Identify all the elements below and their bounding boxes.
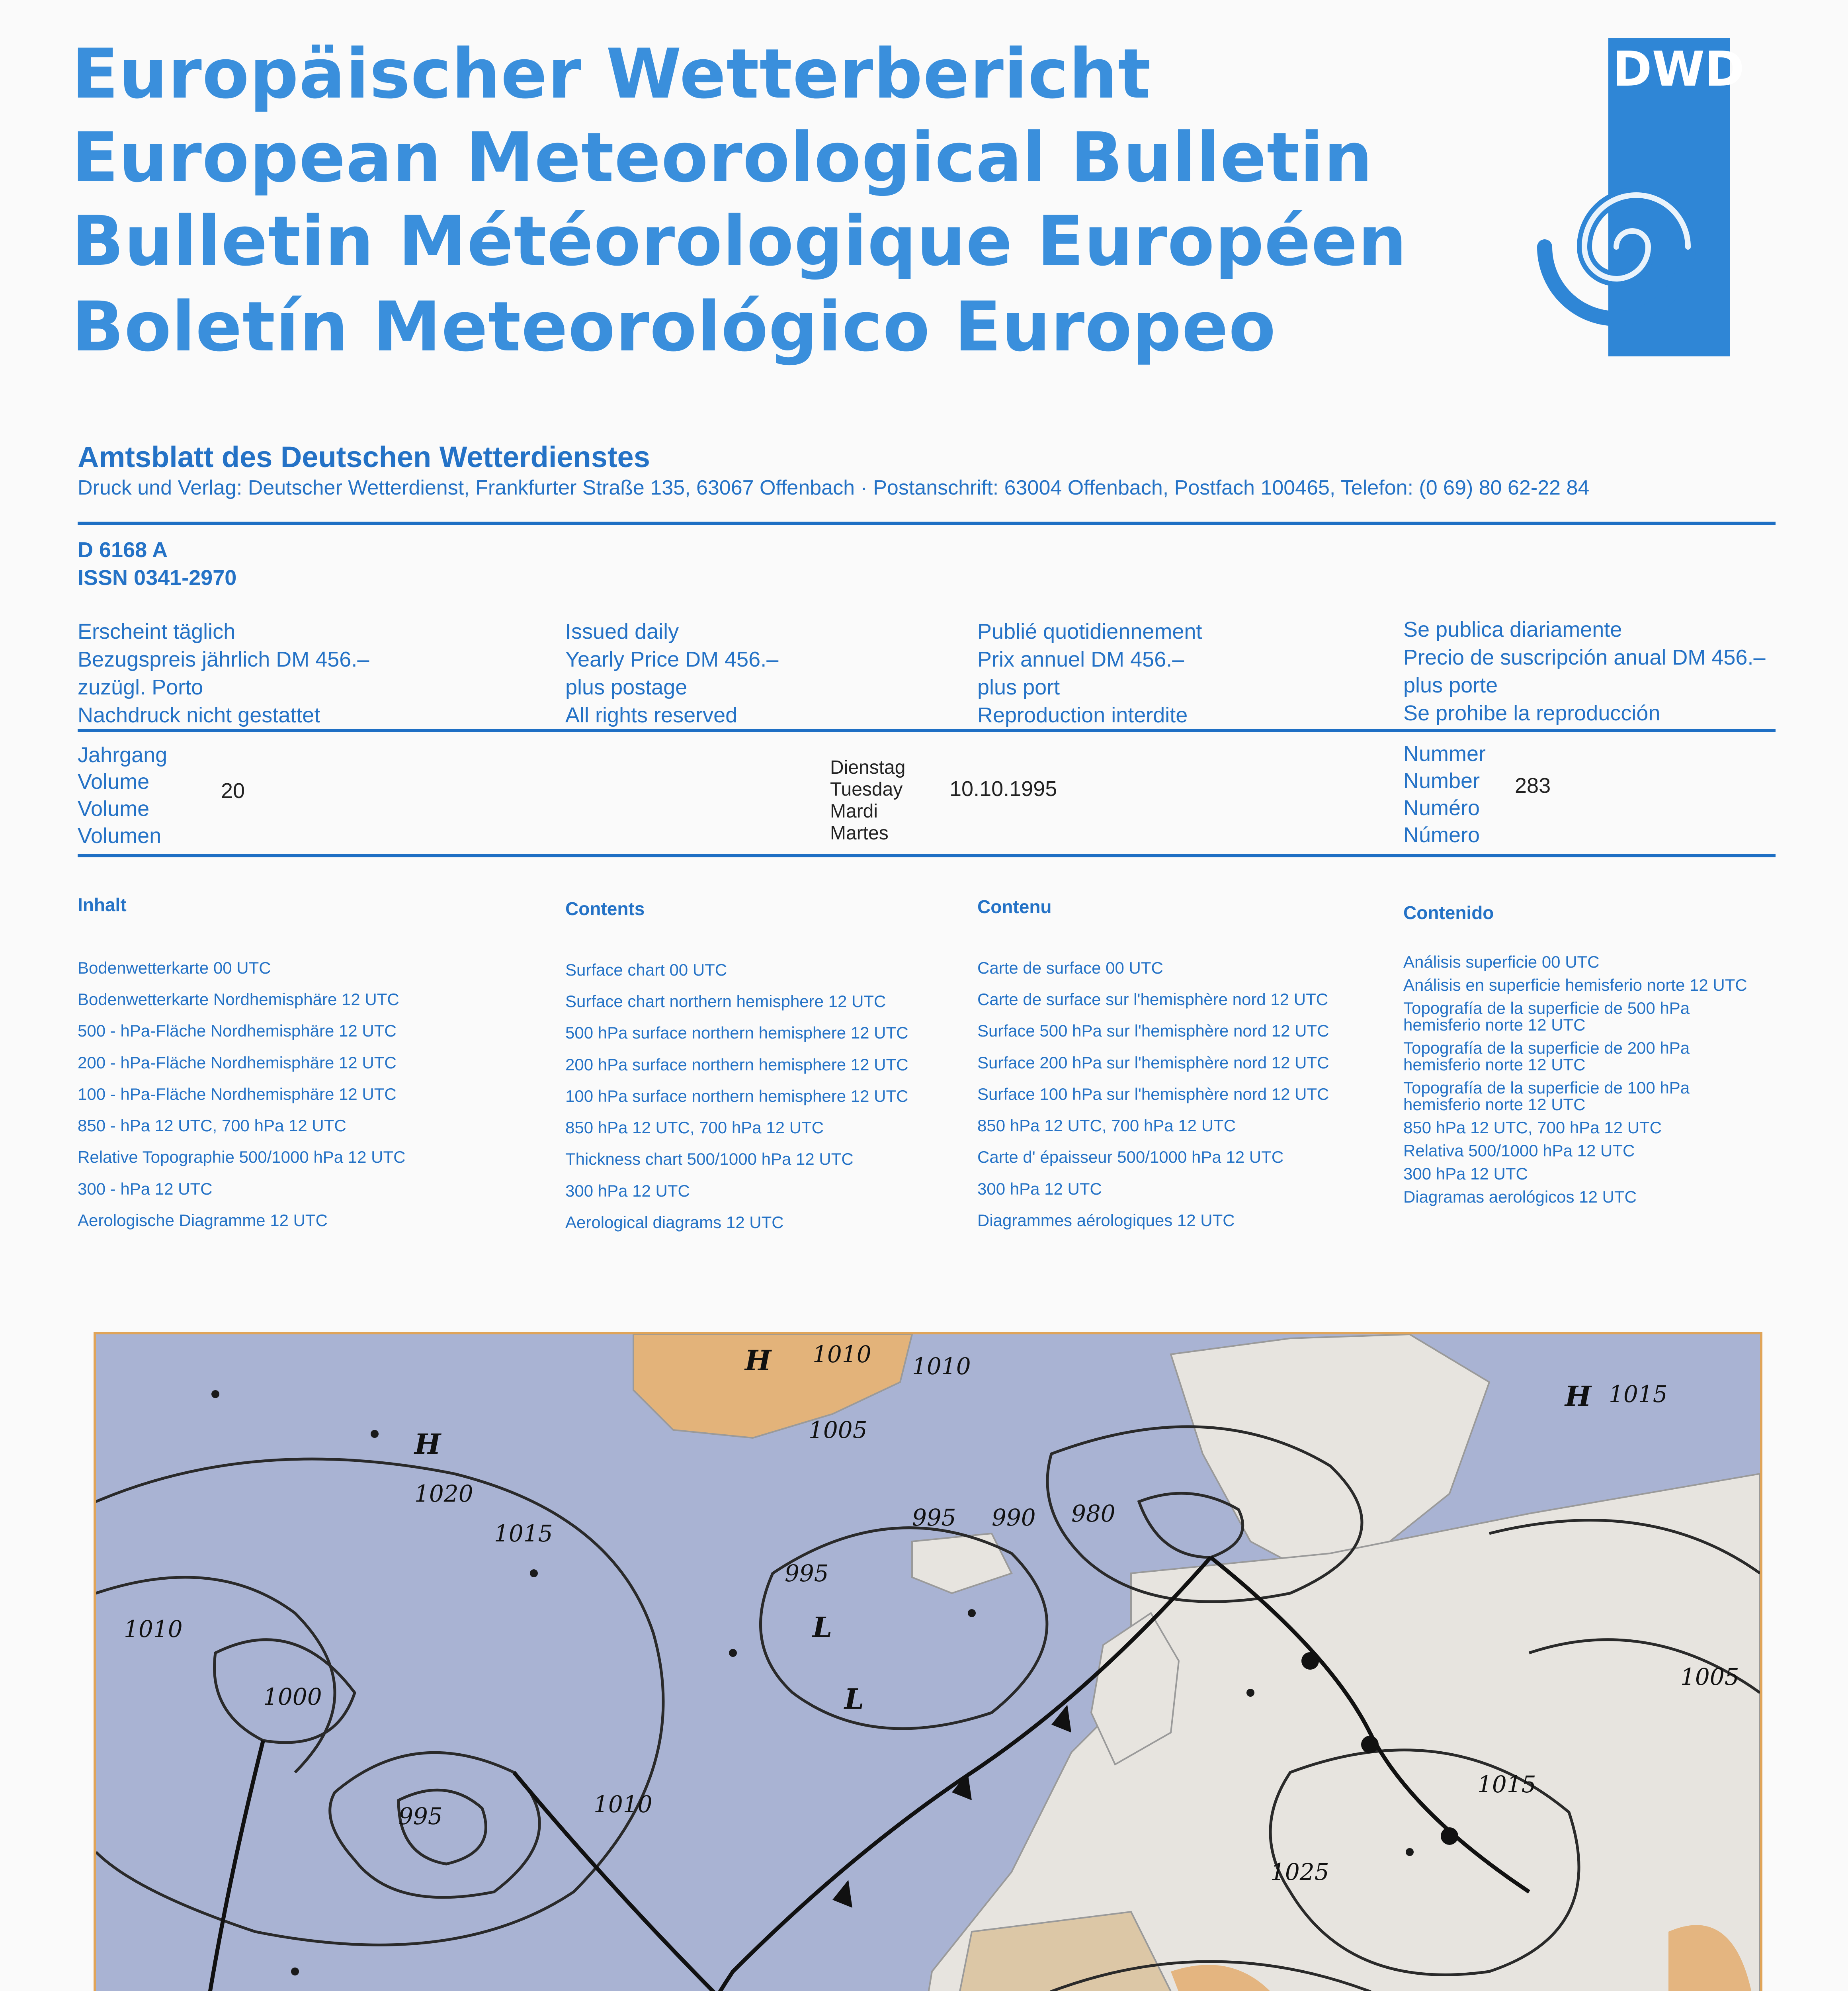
contents-de-item: Bodenwetterkarte Nordhemisphäre 12 UTC [78, 990, 399, 1009]
contents-en-item: 850 hPa 12 UTC, 700 hPa 12 UTC [565, 1118, 824, 1137]
low-pressure-centre: L [844, 1682, 864, 1715]
land-areas [633, 1334, 1760, 1991]
sub-fr-4: Reproduction interdite [977, 703, 1188, 727]
contents-fr-item: Surface 500 hPa sur l'hemisphère nord 12 UTC [977, 1021, 1329, 1040]
contents-fr-item: Carte d' épaisseur 500/1000 hPa 12 UTC [977, 1148, 1284, 1167]
contents-fr-item: 850 hPa 12 UTC, 700 hPa 12 UTC [977, 1116, 1236, 1135]
sub-fr-1: Publié quotidiennement [977, 620, 1202, 643]
sub-fr-2: Prix annuel DM 456.– [977, 647, 1184, 671]
number-value: 283 [1515, 774, 1551, 798]
europe-land [653, 1474, 1760, 1991]
volume-label-3: Volume [78, 797, 150, 821]
isobar-value: 1010 [594, 1791, 652, 1818]
sub-fr-3: plus port [977, 675, 1060, 699]
warm-front-semicircle [1301, 1652, 1319, 1670]
contents-fr-item: 300 hPa 12 UTC [977, 1179, 1102, 1198]
station-dot [530, 1569, 538, 1577]
publisher-address: Druck und Verlag: Deutscher Wetterdienst, Frankfurter Straße 135, 63067 Offenbach · Postanschrift: 63004 Offenbach, Postfach 100465, Telefon: (0 69) 80 62-22 84 [78, 476, 1590, 499]
sub-es-4: Se prohibe la reproducción [1403, 701, 1660, 725]
contents-es-item: Topografía de la superficie de 200 hPa hemisferio norte 12 UTC [1403, 1039, 1690, 1074]
warm-front-semicircle [1441, 1827, 1458, 1845]
isobar-value: 995 [399, 1803, 443, 1830]
high-pressure-centre: H [414, 1428, 441, 1461]
divider [78, 522, 1776, 525]
isobar-value: 995 [785, 1560, 829, 1587]
code-id: D 6168 A [78, 538, 168, 562]
contents-en-item: 500 hPa surface northern hemisphere 12 UTC [565, 1023, 908, 1042]
weather-map-graphic [96, 1334, 1760, 1991]
sub-es-1: Se publica diariamente [1403, 618, 1622, 642]
day-label-1: Dienstag [830, 757, 906, 778]
contents-es-item: Relativa 500/1000 hPa 12 UTC [1403, 1141, 1635, 1160]
number-label-1: Nummer [1403, 742, 1486, 766]
contents-es-item: Análisis en superficie hemisferio norte 12 UTC [1403, 976, 1747, 994]
contents-de-heading: Inhalt [78, 894, 127, 915]
issn: ISSN 0341-2970 [78, 566, 237, 590]
issue-date: 10.10.1995 [949, 777, 1057, 801]
sub-en-3: plus postage [565, 675, 688, 699]
title-de: Europäischer Wetterbericht [72, 34, 1151, 114]
number-label-3: Numéro [1403, 796, 1480, 820]
dwd-spiral-logo-icon [1521, 131, 1744, 362]
contents-en-item: Surface chart northern hemisphere 12 UTC [565, 992, 886, 1011]
station-dot [1406, 1848, 1414, 1856]
isobar-value: 1010 [124, 1615, 183, 1643]
sub-de-4: Nachdruck nicht gestattet [78, 703, 320, 727]
volume-label-2: Volume [78, 770, 150, 794]
contents-fr-item: Surface 100 hPa sur l'hemisphère nord 12 UTC [977, 1084, 1329, 1103]
contents-en-item: Thickness chart 500/1000 hPa 12 UTC [565, 1150, 854, 1169]
station-dot [1246, 1689, 1254, 1697]
sub-de-1: Erscheint täglich [78, 620, 236, 643]
contents-en-item: Surface chart 00 UTC [565, 960, 727, 979]
contents-en-item: 200 hPa surface northern hemisphere 12 UTC [565, 1055, 908, 1074]
contents-fr-item: Surface 200 hPa sur l'hemisphère nord 12 UTC [977, 1053, 1329, 1072]
station-dot [211, 1390, 219, 1398]
isobar-value: 990 [992, 1504, 1036, 1531]
contents-es-item: Topografía de la superficie de 500 hPa hemisferio norte 12 UTC [1403, 999, 1690, 1034]
surface-weather-map [94, 1332, 1762, 1991]
contents-de-item: 850 - hPa 12 UTC, 700 hPa 12 UTC [78, 1116, 346, 1135]
title-fr: Bulletin Météorologique Européen [72, 201, 1407, 281]
title-en: European Meteorological Bulletin [72, 117, 1373, 198]
sub-es-3: plus porte [1403, 673, 1498, 697]
contents-es-list [1403, 954, 1762, 1205]
isobar-value: 1000 [263, 1683, 322, 1710]
divider [78, 729, 1776, 732]
sub-en-4: All rights reserved [565, 703, 738, 727]
contents-en-item: 100 hPa surface northern hemisphere 12 UTC [565, 1086, 908, 1105]
isobar-value: 1015 [1477, 1771, 1536, 1798]
dwd-logo-text: DWD [1612, 42, 1744, 97]
contents-de-item: 200 - hPa-Fläche Nordhemisphäre 12 UTC [78, 1053, 397, 1072]
contents-en-item: 300 hPa 12 UTC [565, 1181, 690, 1200]
station-dot [371, 1430, 379, 1438]
cold-front-triangle [832, 1880, 852, 1908]
contents-de-item: 300 - hPa 12 UTC [78, 1179, 213, 1198]
isobar-value: 1015 [1609, 1381, 1668, 1408]
volume-label-4: Volumen [78, 824, 162, 848]
sub-de-2: Bezugspreis jährlich DM 456.– [78, 647, 369, 671]
side-note [12, 1923, 30, 1991]
station-dot [729, 1649, 737, 1657]
iceland-land [912, 1533, 1012, 1593]
station-dot [291, 1968, 299, 1975]
warm-front-semicircle [1361, 1736, 1379, 1753]
contents-de-list [78, 958, 405, 1230]
contents-de-item: 500 - hPa-Fläche Nordhemisphäre 12 UTC [78, 1021, 397, 1040]
contents-en-item: Aerological diagrams 12 UTC [565, 1213, 784, 1232]
number-label-2: Number [1403, 769, 1480, 793]
number-label-4: Número [1403, 823, 1480, 847]
volume-label-1: Jahrgang [78, 743, 168, 767]
contents-fr-item: Diagrammes aérologiques 12 UTC [977, 1211, 1235, 1230]
isobar-line [1139, 1493, 1243, 1557]
station-dot [968, 1609, 976, 1617]
contents-fr-item: Carte de surface 00 UTC [977, 958, 1163, 977]
isobar-value: 995 [912, 1504, 956, 1531]
isobar-value: 1005 [1680, 1663, 1739, 1690]
contents-es-item: Topografía de la superficie de 100 hPa hemisferio norte 12 UTC [1403, 1078, 1690, 1114]
contents-es-item: Análisis superficie 00 UTC [1403, 952, 1600, 971]
day-label-2: Tuesday [830, 779, 903, 800]
isobar-value: 1010 [813, 1341, 871, 1368]
contents-de-item: Bodenwetterkarte 00 UTC [78, 958, 271, 977]
publisher-heading: Amtsblatt des Deutschen Wetterdienstes [78, 440, 650, 473]
sub-en-2: Yearly Price DM 456.– [565, 647, 779, 671]
volume-value: 20 [221, 779, 245, 803]
high-pressure-centre: H [745, 1344, 772, 1377]
divider [78, 854, 1776, 857]
contents-es-item: Diagramas aerológicos 12 UTC [1403, 1187, 1637, 1206]
contents-es-item: 300 hPa 12 UTC [1403, 1164, 1528, 1183]
contents-de-item: Aerologische Diagramme 12 UTC [78, 1211, 328, 1230]
isobar-value: 1025 [1270, 1858, 1329, 1885]
sub-en-1: Issued daily [565, 620, 679, 643]
day-label-4: Martes [830, 823, 889, 844]
isobar-value: 1005 [809, 1416, 867, 1443]
contents-fr-item: Carte de surface sur l'hemisphère nord 12 UTC [977, 990, 1328, 1009]
day-label-3: Mardi [830, 801, 878, 822]
sub-es-2: Precio de suscripción anual DM 456.– [1403, 645, 1766, 669]
contents-de-item: 100 - hPa-Fläche Nordhemisphäre 12 UTC [78, 1084, 397, 1103]
isobar-line [96, 1459, 663, 1945]
front-line [195, 1741, 263, 1991]
contents-en-heading: Contents [565, 898, 645, 919]
isobar-value: 1015 [494, 1520, 553, 1547]
isobar-value: 1010 [912, 1353, 971, 1380]
isobar-value: 980 [1071, 1500, 1115, 1527]
contents-es-heading: Contenido [1403, 902, 1494, 923]
isobar-value: 1020 [414, 1480, 473, 1507]
title-es: Boletín Meteorológico Europeo [72, 287, 1276, 367]
contents-fr-heading: Contenu [977, 896, 1052, 917]
sub-de-3: zuzügl. Porto [78, 675, 203, 699]
contents-fr-list [977, 958, 1329, 1230]
contents-de-item: Relative Topographie 500/1000 hPa 12 UTC [78, 1148, 406, 1167]
high-pressure-centre: H [1565, 1380, 1592, 1413]
low-pressure-centre: L [813, 1611, 832, 1644]
contents-es-item: 850 hPa 12 UTC, 700 hPa 12 UTC [1403, 1118, 1662, 1137]
contents-en-list [565, 960, 908, 1232]
